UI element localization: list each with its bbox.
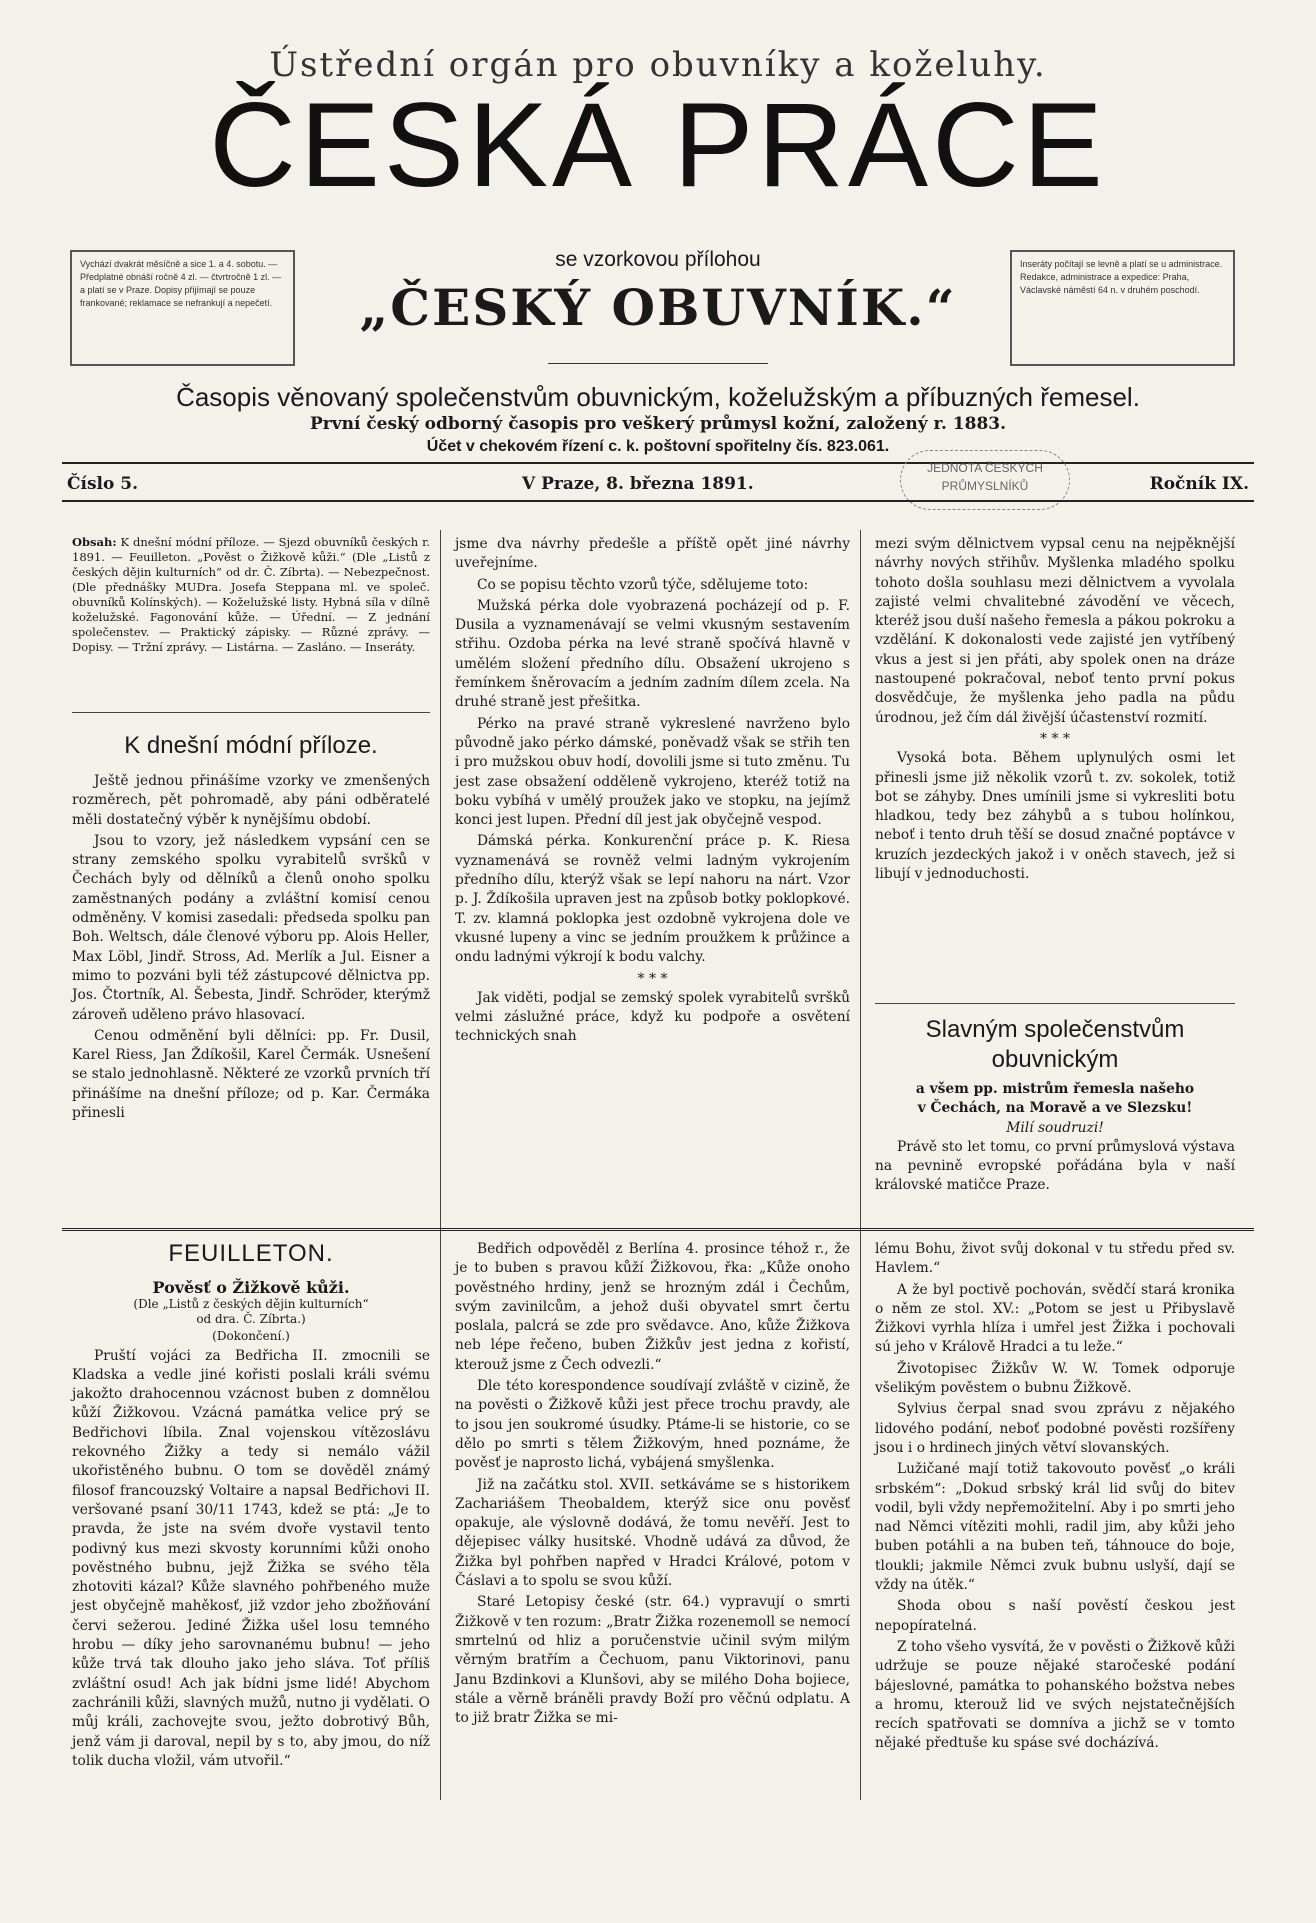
feuilleton-paragraph: Sylvius čerpal snad svou zprávu z nějakého lidového podání, neboť podobné pověsti rozšířeny jsou i o hrdinech jiných větví slovanských.: [875, 1401, 1235, 1456]
feuilleton-heading: FEUILLETON.: [168, 1240, 334, 1267]
supplement-title: „ČESKÝ OBUVNÍK.“: [359, 278, 957, 337]
masthead-founded: První český odborný časopis pro veškerý průmysl kožní, založený r. 1883.: [309, 414, 1007, 434]
feuilleton-paragraph: A že byl poctivě pochován, svědčí stará kronika o něm ze stol. XV.: „Potom se jest u Přibyslavě Žižkovi vyrhla hlíza i umřel jest Žižka i pochovali sú jeho v Králově Hradci a tu leže.“: [875, 1281, 1235, 1356]
article-paragraph: jsme dva návrhy předešle a příště opět jiné návrhy uveřejníme.: [455, 536, 850, 572]
subscription-info-text: Vychází dvakrát měsíčně a sice 1. a 4. sobotu. — Předplatné obnáší ročně 4 zl. — čtvrtročně 1 zl. — a platí se v Praze. Dopisy přijímají se pouze frankované; reklamace se nefrankují a nepečetí.: [80, 259, 282, 308]
article-column-1: [72, 772, 430, 1125]
article-column-2: [455, 535, 850, 1049]
contents-rule: [72, 712, 430, 713]
advertising-info-box: [1010, 250, 1235, 366]
issue-date: V Praze, 8. března 1891.: [522, 474, 754, 494]
library-stamp: JEDNOTA ČESKÝCH PRŮMYSLNÍKŮ: [900, 450, 1070, 510]
feuilleton-column-1: [72, 1278, 430, 1773]
section-stars: * * *: [637, 970, 668, 987]
article-paragraph: Ještě jednou přinášíme vzorky ve zmenšených rozměrech, pět pohromadě, aby páni odběratelé měli dostatečný výběr k nynějšímu období.: [72, 773, 430, 828]
article-paragraph: mezi svým dělnictvem vypsal cenu na nejpěknější návrhy nových střihův. Myšlenka mladého spolku tohoto došla souhlasu mezi dělnictvem a vyvolala zajisté velmi chvalitebné závodění ve věcech, kteréž jsou duší našeho řemesla a pákou pokroku a vzdělání. K dokonalosti vede zajisté jen vytříbený vkus a jest si jen přáti, aby spolek onen na dráze nastoupené pokračoval, neboť tento první pokus dosvědčuje, že myšlenka jeho padla na půdu úrodnou, jež čím dál živější účastenství rozmití.: [875, 536, 1235, 726]
feuilleton-source-2: od dra. Č. Zíbrta.): [196, 1312, 306, 1327]
top-rule: [62, 462, 1254, 464]
table-of-contents: [72, 535, 430, 655]
feuilleton-column-3: [875, 1240, 1235, 1756]
supplement-line: se vzorkovou přílohou: [555, 248, 761, 271]
feuilleton-title: Pověsť o Žižkově kůži.: [152, 1278, 350, 1297]
issue-volume: Ročník IX.: [1149, 474, 1249, 494]
contents-label: Obsah:: [72, 535, 117, 549]
ornament-divider: [548, 363, 768, 364]
column-divider-2: [860, 530, 861, 1800]
feuilleton-paragraph: Z toho všeho vysvítá, že v pověsti o Žižkově kůži udržuje se pouze nějaké staročeské podání bájeslovné, památka to pohanského božstva nebes a hromu, kterouž lid ve svých nejstatečnějších recích spatřovati se domníva a jichž se v tomto nějaké předtuše ku spáse své docházívá.: [875, 1638, 1235, 1752]
issue-number: Číslo 5.: [67, 474, 139, 494]
announcement-paragraph: Právě sto let tomu, co první průmyslová výstava na pevnině evropské pořádána byla v naší královské matičce Praze.: [875, 1138, 1235, 1194]
article-paragraph: Vysoká bota. Během uplynulých osmi let přinesli jsme již několik vzorů t. zv. sokolek, totiž bot se záhyby. Dnes umínili jsme si vykresliti botu hladkou, tedy bez záhybů a s tubou holínkou, neboť i tento druh těší se dosud značné poptávce v kruzích jezdeckých jakož i v oněch stavech, jež si libují v jednoduchosti.: [875, 750, 1235, 883]
issue-rule: [62, 500, 1254, 502]
masthead-description: Časopis věnovaný společenstvům obuvnickým, koželužským a příbuzných řemesel.: [176, 382, 1140, 412]
article-paragraph: Jsou to vzory, jež následkem vypsání cen se strany zemského spolku vyrabitelů svršků v Čechách byly od dělníků a členů onoho spolku zaměstnaných podány a zvláštní komisí cenou odměněny. V komisi zasedali: předseda spolku pan Boh. Weltsch, dále členové výboru pp. Alois Heller, Max Löbl, Jindř. Stross, Ad. Merlík a Jul. Eisner a mimo to pozváni byli též zástupcové dělnictva pp. Jos. Čtortník, Al. Šebesta, Jindř. Schröder, kterýmž zároveň uděleno právo hlasovací.: [72, 832, 430, 1023]
article-heading: K dnešní módní příloze.: [124, 732, 378, 759]
column-divider-1: [440, 530, 441, 1800]
article-paragraph: Mužská pérka dole vyobrazená pocházejí od p. F. Dusila a vyznamenávají se velmi vkusným sestavením střihu. Ozdoba pérka na levé straně spočívá hlavně v umělém složení předního dílu. Obsažení ukrojeno s řemínkem šněrovacím a jedním zadním dílem zcela. Na druhé straně jest přešitka.: [455, 597, 850, 711]
masthead-account: Účet v chekovém řízení c. k. poštovní spořitelny čís. 823.061.: [426, 438, 890, 455]
section-stars: * * *: [1040, 730, 1070, 747]
feuilleton-paragraph: Dle této korespondence soudívají zvláště v cizině, že na pověsti o Žižkově kůži jest přece trochu pravdy, ale to jsou jen soukromé úsudky. Ptáme-li se historie, co se dělo po smrti s tělem Žižkovým, hned poznáme, že pověsť je naprosto lichá, vybájená smyšlenka.: [455, 1378, 850, 1472]
article-paragraph: Cenou odměnění byli dělníci: pp. Fr. Dusil, Karel Riess, Jan Ždíkošil, Karel Čermák. Usnešení se stalo jednohlasně. Některé ze vzorků prvních tří přinášíme na dnešní příloze; od p. Kar. Čermáka přinesli: [72, 1027, 430, 1122]
feuilleton-paragraph: Shoda obou s naší pověstí českou jest nepopíratelná.: [875, 1598, 1235, 1634]
contents-text: K dnešní módní příloze. — Sjezd obuvníků českých r. 1891. — Feuilleton. „Pověst o Žižkově kůži.“ (Dle „Listů z českých dějin kulturních“ od dr. Č. Zíbrta). — Nebezpečnost. (Dle přednášky MUDra. Josefa Steppana ml. ve společ. obuvníků Kolínských). — Koželužské listy. Hybná síla v dílně koželužské. Fagonování kůže. — Úřední. — Z jednání společenstev. — Praktický zápisky. — Různé zprávy. — Dopisy. — Tržní zprávy. — Listárna. — Zasláno. — Inseráty.: [72, 535, 430, 654]
feuilleton-paragraph: Již na začátku stol. XVII. setkáváme se s historikem Zachariášem Theobaldem, kterýž sice onu pověsť opakuje, ale výslovně dodává, že tomu nevěří. Jest to dějepisec války husitské. Vhodně udává za důvod, že Žižka byl pohřben napřed v Hradci Králové, potom v Čáslavi a to spolu se svou kůží.: [455, 1476, 850, 1590]
announcement-sub2: v Čechách, na Moravě a ve Slezsku!: [917, 1100, 1193, 1117]
article-paragraph: Co se popisu těchto vzorů týče, sdělujeme toto:: [477, 576, 809, 593]
announcement-heading: Slavným společenstvům obuvnickým: [925, 1016, 1185, 1073]
announcement-body: [875, 1080, 1235, 1198]
masthead-subtitle: Ústřední orgán pro obuvníky a koželuhy.: [269, 45, 1047, 85]
subscription-info-box: [70, 250, 295, 366]
feuilleton-source-1: (Dle „Listů z českých dějin kulturních“: [133, 1297, 369, 1312]
announcement-rule: [875, 1003, 1235, 1004]
feuilleton-paragraph: lému Bohu, život svůj dokonal v tu středu před sv. Havlem.“: [875, 1241, 1235, 1277]
feuilleton-paragraph: Životopisec Žižkův W. W. Tomek odporuje všelikým pověstem o bubnu Žižkově.: [875, 1360, 1235, 1397]
article-paragraph: Jak viděti, podjal se zemský spolek vyrabitelů svršků velmi záslužné práce, když ku podpoře a osvětení technických snah: [455, 989, 850, 1045]
newspaper-title: ČESKÁ PRÁCE: [209, 78, 1107, 212]
feuilleton-continued: (Dokončení.): [212, 1329, 290, 1344]
announcement-sub3: Milí soudruzi!: [1006, 1119, 1104, 1136]
advertising-info-text: Inseráty počítají se levně a platí se u administrace. Redakce, administrace a expedice: Praha, Václavské náměstí 64 n. v druhém poschodí.: [1020, 259, 1223, 295]
feuilleton-paragraph: Pruští vojáci za Bedřicha II. zmocnili se Kladska a vedle jiné kořisti poslali králi svému jakožto drahocennou vzácnost buben z domnělou kůží Žižkovou. Vzácná památka velice prý se Bedřichovi líbila. Znal vojenskou vítězoslávu rekovného Žižky a tedy si nemálo vážil ukořistěného bubnu. O tom se dověděl známý filosof francouzský Voltaire a napsal Bedřichovi II. veršované psaní 30/11 1743, kdež se ptá: „Je to pravda, že jste na svém dvoře vystavil tento podivný kus mezi skvosty korunními kůži onoho pověstného bubnu, jejž Žižka se svého těla zhotoviti kázal? Kůže slavného pohřbeného muže jest obyčejně mahěkosť, již vzdor jeho zbožňování červi sežerou. Jediné Žižka ušel losu temného hrobu — díky jeho sarovnanému bubnu! — jeho kůže trvá tak dlouho jako jeho sláva. Toť příliš zvláštní osud! Ach jak bídni jsme lidé! Abychom zachránili kůži, slavných mužů, nutno ji vydělati. O můj králi, zachovejte svou, ježto dobrotivý Bůh, jenž vám ji daroval, nepil by s to, aby jmou, do níž tolik ducha vložil, vám utvořil.“: [72, 1347, 430, 1769]
feuilleton-rule: [62, 1228, 1254, 1231]
feuilleton-paragraph: Bedřich odpověděl z Berlína 4. prosince téhož r., že je to buben s pravou kůží Žižkovou, řka: „Kůže onoho pověstného hrdiny, jenž se hrozným zdál i Čechům, svým zavinilcům, a jehož duši obyvatel smrt čertu poslala, palcrá se zde pro svědavce. Ano, kůže Žižkova neb lépe řečeno, buben Žižkův jest jedna z kořistí, kterouž jsme z Čech odvezli.“: [455, 1241, 850, 1373]
article-paragraph: Dámská pérka. Konkurenční práce p. K. Riesa vyznamenává se rovněž velmi ladným vykrojením předního dílu, kterýž však se lepí nahoru na nárt. Vzor p. J. Ždíkošila upraven jest na způsob botky poklopkové. T. zv. klamná poklopka jest ozdobně vykrojena dole ve vkusné lupeny a vinc se jedním proužkem k průžince a ondu ladnými výkrojí k bodu valchy.: [455, 833, 850, 966]
article-column-3: [875, 535, 1235, 886]
feuilleton-paragraph: Staré Letopisy české (str. 64.) vypravují o smrti Žižkově v ten rozum: „Bratr Žižka rozenemoll se nemocí smrtelnú od hliz a poručenstvie učinil svým milým věrným bratřím a Čechuom, panu Viktorinovi, panu Janu Bzdinkovi a Klunšovi, aby se milého Doha bojiece, stále a věrně bráněli pravdy Boží pro věčnú odplatu. A to již bratr Žižka se mi-: [455, 1594, 850, 1727]
feuilleton-column-2: [455, 1240, 850, 1730]
announcement-sub1: a všem pp. mistrům řemesla našeho: [915, 1081, 1195, 1097]
feuilleton-paragraph: Lužičané mají totiž takovouto pověsť „o králi srbském“: „Dokud srbský král lid svůj do bitev vodil, byli vždy nepřemožitelní. Aby i po smrti jeho nad Němci vítěziti mohli, radil jim, aby kůži jeho buben potáhli a na buben teň, táhnouce do boje, tloukli; jakmile Němci zvuk bubnu uslyší, dají se vždy na útěk.“: [875, 1461, 1235, 1594]
article-paragraph: Pérko na pravé straně vykreslené navrženo bylo původně jako pérko dámské, poněvadž však se střih ten i pro mužskou obuv hodí, dovolili jsme si tuto změnu. Tu jest zase obsažení odděleně vykrojeno, kteréž totiž na boku vybíhá v umělý proužek jako ve stopku, na jejímž konci jest lupen. Přední díl jest jak obyčejně vespod.: [455, 715, 850, 829]
